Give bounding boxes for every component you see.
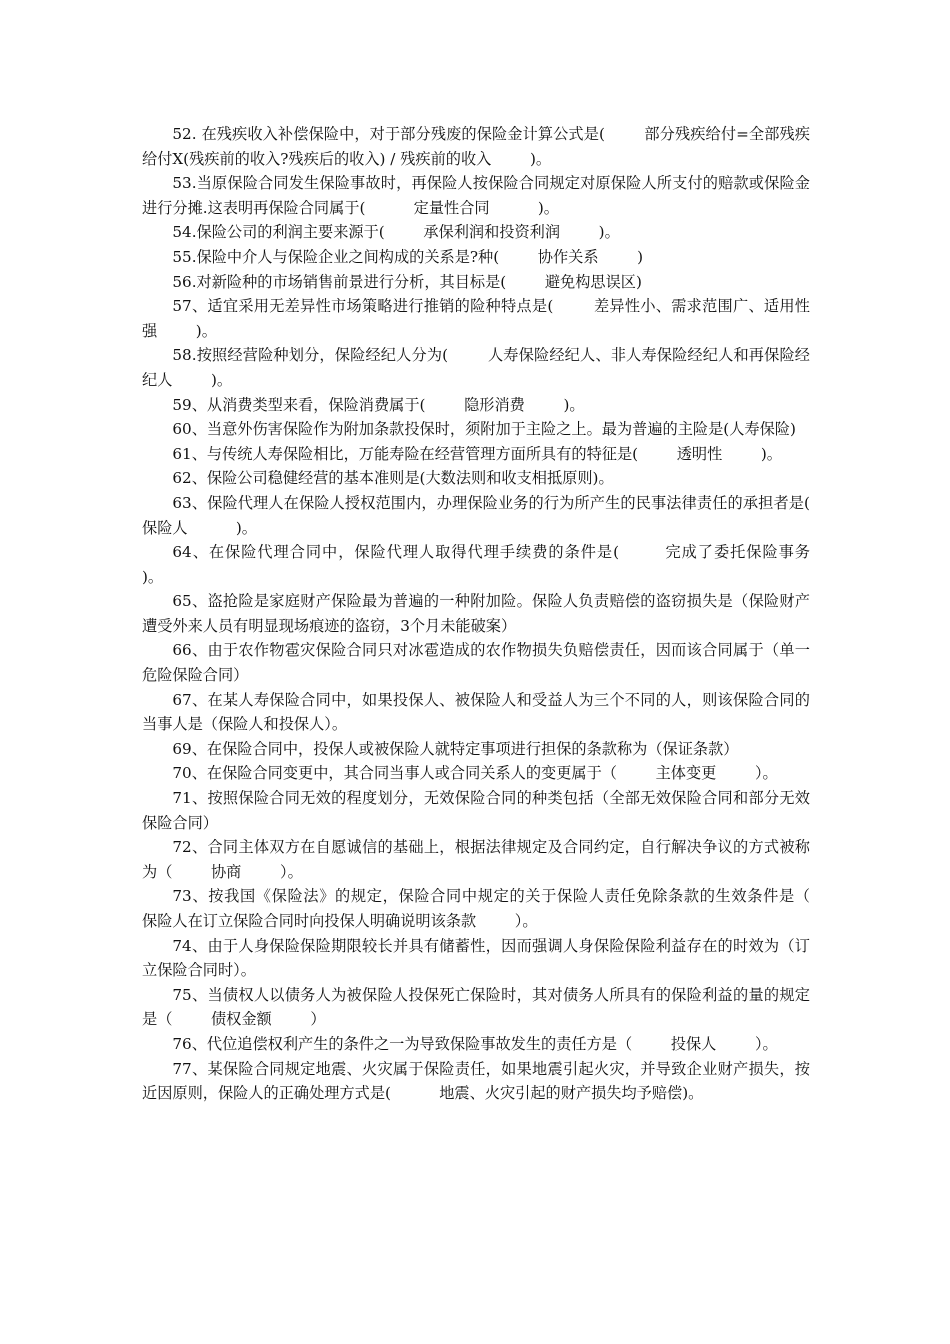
question-74: 74、由于人身保险保险期限较长并具有储蓄性，因而强调人身保险保险利益存在的时效为（订立保险合同时）。 xyxy=(142,936,810,980)
question-54: 54.保险公司的利润主要来源于( 承保利润和投资利润 )。 xyxy=(172,223,620,242)
question-76: 76、代位追偿权利产生的条件之一为导致保险事故发生的责任方是（ 投保人 ）。 xyxy=(172,1034,778,1053)
question-75: 75、当债权人以债务人为被保险人投保死亡保险时，其对债务人所具有的保险利益的量的规定是（ 债权金额 ） xyxy=(142,985,810,1029)
question-71: 71、按照保险合同无效的程度划分，无效保险合同的种类包括（全部无效保险合同和部分无效保险合同） xyxy=(142,789,810,832)
question-55: 55.保险中介人与保险企业之间构成的关系是?种( 协作关系 ) xyxy=(172,247,644,266)
question-59: 59、从消费类型来看，保险消费属于( 隐形消费 )。 xyxy=(172,395,585,414)
question-73: 73、按我国《保险法》的规定，保险合同中规定的关于保险人责任免除条款的生效条件是（ 保险人在订立保险合同时向投保人明确说明该条款 ）。 xyxy=(142,887,849,930)
question-60: 60、当意外伤害保险作为附加条款投保时，须附加于主险之上。最为普遍的主险是(人寿保险) xyxy=(172,420,796,439)
question-52: 52. 在残疾收入补偿保险中，对于部分残废的保险金计算公式是( 部分残疾给付=全部残疾给付Ⅹ(残疾前的收入?残疾后的收入) / 残疾前的收入 )。 xyxy=(142,125,810,168)
question-66: 66、由于农作物雹灾保险合同只对冰雹造成的农作物损失负赔偿责任，因而该合同属于（单一危险保险合同） xyxy=(142,641,810,685)
document-page xyxy=(142,122,849,1106)
question-61: 61、与传统人寿保险相比，万能寿险在经营管理方面所具有的特征是( 透明性 )。 xyxy=(172,444,782,463)
question-62: 62、保险公司稳健经营的基本准则是(大数法则和收支相抵原则)。 xyxy=(172,469,614,488)
question-65: 65、盗抢险是家庭财产保险最为普遍的一种附加险。保险人负责赔偿的盗窃损失是（保险财产遭受外来人员有明显现场痕迹的盗窃，3个月未能破案） xyxy=(142,592,810,635)
question-64: 64、在保险代理合同中，保险代理人取得代理手续费的条件是( 完成了委托保险事务 )。 xyxy=(142,543,849,586)
question-57: 57、适宜采用无差异性市场策略进行推销的险种特点是( 差异性小、需求范围广、适用性强 )。 xyxy=(142,297,810,340)
question-58: 58.按照经营险种划分，保险经纪人分为( 人寿保险经纪人、非人寿保险经纪人和再保险经纪人 )。 xyxy=(142,346,810,389)
question-53: 53.当原保险合同发生保险事故时，再保险人按保险合同规定对原保险人所支付的赔款或保险金进行分摊.这表明再保险合同属于( 定量性合同 )。 xyxy=(142,174,810,217)
question-67: 67、在某人寿保险合同中，如果投保人、被保险人和受益人为三个不同的人，则该保险合同的当事人是（保险人和投保人）。 xyxy=(142,690,810,734)
question-70: 70、在保险合同变更中，其合同当事人或合同关系人的变更属于（ 主体变更 ）。 xyxy=(172,764,778,783)
question-56: 56.对新险种的市场销售前景进行分析，其目标是( 避免构思误区) xyxy=(172,272,642,291)
question-77: 77、某保险合同规定地震、火灾属于保险责任，如果地震引起火灾，并导致企业财产损失，按近因原则，保险人的正确处理方式是( 地震、火灾引起的财产损失均予赔偿)。 xyxy=(142,1059,810,1103)
question-69: 69、在保险合同中，投保人或被保险人就特定事项进行担保的条款称为（保证条款） xyxy=(172,739,739,758)
question-63: 63、保险代理人在保险人授权范围内，办理保险业务的行为所产生的民事法律责任的承担者是( 保险人 )。 xyxy=(142,493,849,537)
question-72: 72、合同主体双方在自愿诚信的基础上，根据法律规定及合同约定，自行解决争议的方式被称为（ 协商 ）。 xyxy=(142,838,810,881)
